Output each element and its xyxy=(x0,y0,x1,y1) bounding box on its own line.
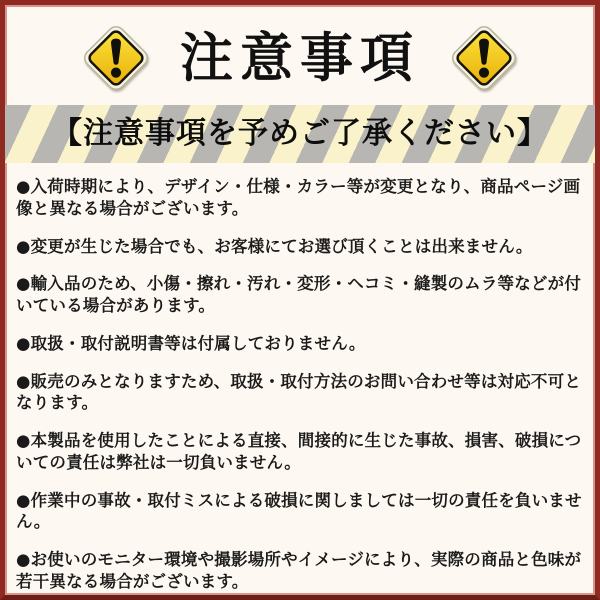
hazard-stripe-banner xyxy=(5,105,595,163)
note-item: ●取扱・取付説明書等は付属しておりません。 xyxy=(16,333,366,353)
note-item: ●作業中の事故・取付ミスによる破損に関しましては一切の責任を負いません。 xyxy=(16,490,582,532)
header xyxy=(5,5,595,105)
note-item: ●本製品を使用したことによる直接、間接的に生じた事故、損害、破損についての責任は弊社は一切負いません。 xyxy=(16,431,582,472)
note-item: ●販売のみとなりますため、取扱・取付方法のお問い合わせ等は対応不可となります。 xyxy=(16,371,582,413)
banner-text: 【注意事項を予めご了承ください】 xyxy=(52,116,548,151)
page-title: 注意事項 xyxy=(180,27,420,89)
note-item: ●お使いのモニター環境や撮影場所やイメージにより、実際の商品と色味が若干異なる場合がございます。 xyxy=(16,550,582,591)
note-item: ●入荷時期により、デザイン・仕様・カラー等が変更となり、商品ページ画像と異なる場合がございます。 xyxy=(16,177,581,218)
notes-list xyxy=(5,163,595,593)
warning-icon-right xyxy=(450,24,518,92)
note-item: ●変更が生じた場合でも、お客様にてお選び頂くことは出来ません。 xyxy=(16,236,533,256)
warning-icon-left xyxy=(82,24,150,92)
note-item: ●輸入品のため、小傷・擦れ・汚れ・変形・ヘコミ・縫製のムラ等などが付いている場合があります。 xyxy=(16,274,582,316)
